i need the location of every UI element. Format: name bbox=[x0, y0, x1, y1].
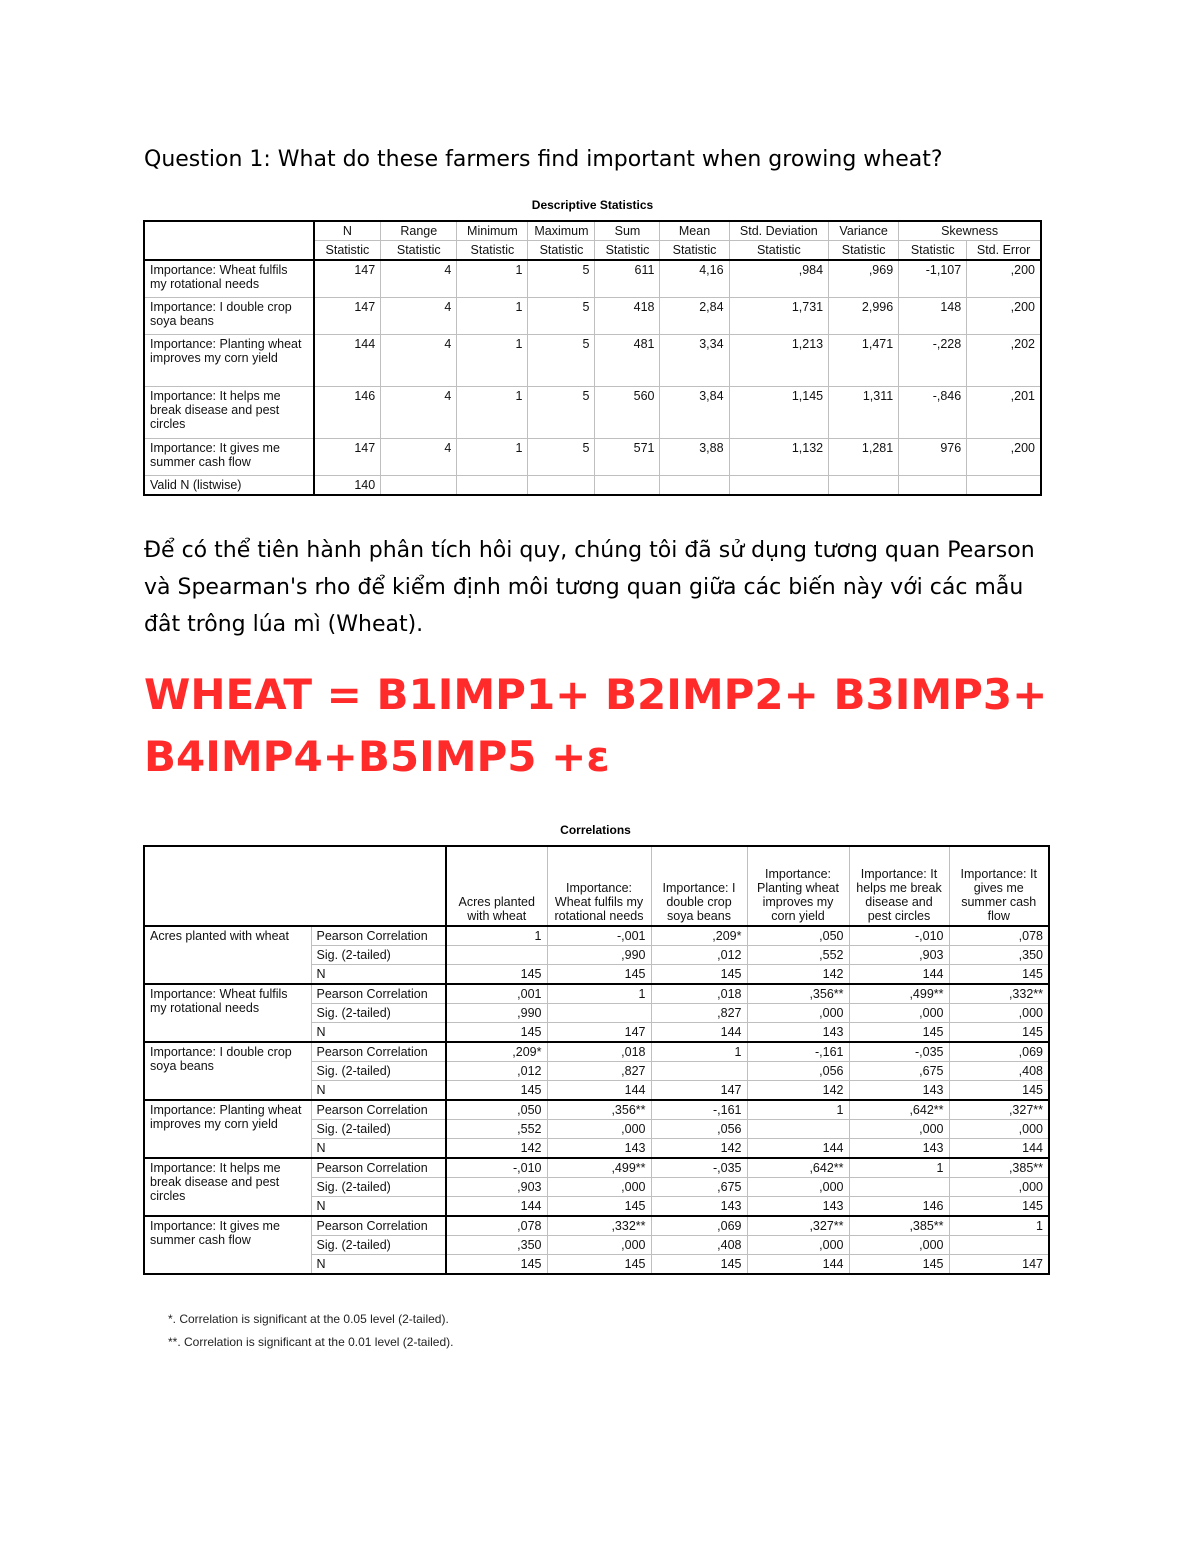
question-heading: Question 1: What do these farmers find important when growing wheat? bbox=[144, 147, 943, 172]
descriptive-statistics-table bbox=[143, 220, 1042, 496]
corr-value-cell: ,675 bbox=[849, 1062, 949, 1081]
desc-value-cell: 3,34 bbox=[660, 334, 729, 386]
desc-subheader: Statistic bbox=[457, 241, 528, 261]
corr-value-cell: -,010 bbox=[446, 1158, 547, 1178]
corr-value-cell: 145 bbox=[651, 1255, 747, 1275]
corr-value-cell: ,000 bbox=[949, 1120, 1049, 1139]
corr-value-cell: ,000 bbox=[849, 1236, 949, 1255]
corr-value-cell: ,069 bbox=[949, 1042, 1049, 1062]
corr-value-cell: ,827 bbox=[651, 1004, 747, 1023]
corr-corner-cell bbox=[144, 846, 446, 926]
desc-empty-cell bbox=[829, 475, 899, 495]
corr-value-cell: 145 bbox=[547, 1255, 651, 1275]
desc-subheader: Statistic bbox=[899, 241, 967, 261]
corr-value-cell: 145 bbox=[949, 1081, 1049, 1101]
desc-value-cell: 4 bbox=[381, 297, 457, 334]
table-row bbox=[144, 1216, 1049, 1236]
corr-value-cell: 145 bbox=[547, 1197, 651, 1217]
desc-value-cell: ,969 bbox=[829, 260, 899, 297]
corr-value-cell: ,012 bbox=[446, 1062, 547, 1081]
table-row bbox=[144, 926, 1049, 946]
desc-value-cell: 1 bbox=[457, 260, 528, 297]
corr-value-cell: 146 bbox=[849, 1197, 949, 1217]
corr-stat-label: Sig. (2-tailed) bbox=[311, 1120, 446, 1139]
corr-value-cell: 144 bbox=[849, 965, 949, 985]
corr-value-cell: 143 bbox=[547, 1139, 651, 1159]
desc-value-cell: 976 bbox=[899, 438, 967, 475]
corr-column-header: Importance: Planting wheat improves my corn yield bbox=[747, 846, 849, 926]
corr-value-cell: ,903 bbox=[849, 946, 949, 965]
corr-value-cell: 1 bbox=[949, 1216, 1049, 1236]
corr-value-cell: ,552 bbox=[747, 946, 849, 965]
corr-row-label: Importance: It helps me break disease and pest circles bbox=[144, 1158, 311, 1216]
corr-value-cell: ,050 bbox=[446, 1100, 547, 1120]
corr-value-cell: 144 bbox=[747, 1255, 849, 1275]
corr-value-cell: 145 bbox=[547, 965, 651, 985]
desc-empty-cell bbox=[729, 475, 829, 495]
desc-value-cell: 146 bbox=[314, 386, 381, 438]
corr-value-cell: ,078 bbox=[446, 1216, 547, 1236]
corr-value-cell: ,069 bbox=[651, 1216, 747, 1236]
corr-column-header: Importance: It helps me break disease and pest circles bbox=[849, 846, 949, 926]
table-row bbox=[144, 334, 1041, 386]
corr-value-cell: ,000 bbox=[547, 1120, 651, 1139]
desc-empty-cell bbox=[660, 475, 729, 495]
corr-value-cell: ,018 bbox=[651, 984, 747, 1004]
corr-value-cell: ,078 bbox=[949, 926, 1049, 946]
desc-value-cell: 5 bbox=[528, 386, 595, 438]
desc-value-cell: 1,145 bbox=[729, 386, 829, 438]
corr-value-cell bbox=[849, 1178, 949, 1197]
corr-value-cell: ,903 bbox=[446, 1178, 547, 1197]
table-row bbox=[144, 1042, 1049, 1062]
desc-empty-cell bbox=[457, 475, 528, 495]
desc-value-cell: -,846 bbox=[899, 386, 967, 438]
corr-value-cell: ,000 bbox=[849, 1120, 949, 1139]
desc-value-cell: ,200 bbox=[967, 297, 1041, 334]
desc-value-cell: ,200 bbox=[967, 438, 1041, 475]
corr-value-cell: ,332** bbox=[949, 984, 1049, 1004]
desc-value-cell: 4 bbox=[381, 334, 457, 386]
corr-value-cell: 142 bbox=[747, 1081, 849, 1101]
corr-value-cell: 145 bbox=[651, 965, 747, 985]
desc-empty-cell bbox=[899, 475, 967, 495]
desc-value-cell: 2,84 bbox=[660, 297, 729, 334]
equation-line-2: B4IMP4+B5IMP5 +ε bbox=[144, 732, 610, 781]
corr-value-cell: 145 bbox=[446, 1255, 547, 1275]
desc-value-cell: 571 bbox=[595, 438, 660, 475]
desc-value-cell: 1,213 bbox=[729, 334, 829, 386]
corr-value-cell: ,675 bbox=[651, 1178, 747, 1197]
corr-stat-label: Sig. (2-tailed) bbox=[311, 1236, 446, 1255]
corr-column-header: Importance: Wheat fulfils my rotational needs bbox=[547, 846, 651, 926]
corr-value-cell: 142 bbox=[651, 1139, 747, 1159]
corr-stat-label: Sig. (2-tailed) bbox=[311, 1178, 446, 1197]
desc-value-cell: 1 bbox=[457, 297, 528, 334]
desc-empty-cell bbox=[595, 475, 660, 495]
equation-line-1: WHEAT = B1IMP1+ B2IMP2+ B3IMP3+ bbox=[144, 670, 1048, 719]
desc-value-cell: 418 bbox=[595, 297, 660, 334]
corr-value-cell: ,350 bbox=[949, 946, 1049, 965]
desc-subheader: Statistic bbox=[829, 241, 899, 261]
desc-value-cell: 1 bbox=[457, 438, 528, 475]
desc-column-header: Std. Deviation bbox=[729, 221, 829, 241]
desc-value-cell: 147 bbox=[314, 438, 381, 475]
corr-row-label: Acres planted with wheat bbox=[144, 926, 311, 984]
desc-subheader: Statistic bbox=[729, 241, 829, 261]
desc-subheader: Statistic bbox=[528, 241, 595, 261]
desc-value-cell: ,202 bbox=[967, 334, 1041, 386]
corr-stat-label: Sig. (2-tailed) bbox=[311, 1004, 446, 1023]
table-row bbox=[144, 1158, 1049, 1178]
desc-value-cell: 1,132 bbox=[729, 438, 829, 475]
corr-value-cell: 144 bbox=[446, 1197, 547, 1217]
desc-value-cell: 2,996 bbox=[829, 297, 899, 334]
desc-subheader: Statistic bbox=[660, 241, 729, 261]
desc-subheader: Statistic bbox=[314, 241, 381, 261]
desc-value-cell: ,200 bbox=[967, 260, 1041, 297]
corr-value-cell: ,056 bbox=[651, 1120, 747, 1139]
corr-stat-label: Pearson Correlation bbox=[311, 1042, 446, 1062]
corr-value-cell: ,356** bbox=[747, 984, 849, 1004]
corr-value-cell: ,000 bbox=[547, 1236, 651, 1255]
corr-column-header: Acres planted with wheat bbox=[446, 846, 547, 926]
corr-value-cell: -,035 bbox=[651, 1158, 747, 1178]
desc-row-label: Importance: Wheat fulfils my rotational needs bbox=[144, 260, 314, 297]
corr-stat-label: Sig. (2-tailed) bbox=[311, 1062, 446, 1081]
corr-value-cell: 145 bbox=[849, 1255, 949, 1275]
corr-value-cell: 147 bbox=[949, 1255, 1049, 1275]
desc-value-cell: 147 bbox=[314, 260, 381, 297]
corr-value-cell: ,000 bbox=[747, 1178, 849, 1197]
desc-value-cell: 5 bbox=[528, 260, 595, 297]
corr-value-cell: 147 bbox=[547, 1023, 651, 1043]
corr-stat-label: Pearson Correlation bbox=[311, 926, 446, 946]
desc-value-cell: ,201 bbox=[967, 386, 1041, 438]
table-row bbox=[144, 984, 1049, 1004]
desc-value-cell: 1 bbox=[457, 386, 528, 438]
corr-value-cell: 143 bbox=[849, 1139, 949, 1159]
corr-value-cell: ,332** bbox=[547, 1216, 651, 1236]
desc-value-cell: 148 bbox=[899, 297, 967, 334]
corr-value-cell: 1 bbox=[849, 1158, 949, 1178]
desc-value-cell: 4 bbox=[381, 386, 457, 438]
corr-value-cell: 1 bbox=[651, 1042, 747, 1062]
desc-value-cell: 5 bbox=[528, 334, 595, 386]
corr-value-cell: ,827 bbox=[547, 1062, 651, 1081]
corr-value-cell: 145 bbox=[949, 1023, 1049, 1043]
corr-column-header: Importance: I double crop soya beans bbox=[651, 846, 747, 926]
table-row bbox=[144, 386, 1041, 438]
corr-value-cell: 142 bbox=[747, 965, 849, 985]
corr-value-cell bbox=[651, 1062, 747, 1081]
desc-value-cell: -1,107 bbox=[899, 260, 967, 297]
desc-column-header: Mean bbox=[660, 221, 729, 241]
desc-subheader: Statistic bbox=[595, 241, 660, 261]
corr-stat-label: N bbox=[311, 1197, 446, 1217]
desc-value-cell: ,984 bbox=[729, 260, 829, 297]
desc-row-label: Importance: Planting wheat improves my corn yield bbox=[144, 334, 314, 386]
desc-empty-cell bbox=[381, 475, 457, 495]
corr-value-cell: ,327** bbox=[949, 1100, 1049, 1120]
desc-value-cell: 3,84 bbox=[660, 386, 729, 438]
corr-value-cell: ,385** bbox=[949, 1158, 1049, 1178]
corr-stat-label: Sig. (2-tailed) bbox=[311, 946, 446, 965]
corr-value-cell: ,642** bbox=[849, 1100, 949, 1120]
corr-stat-label: N bbox=[311, 1255, 446, 1275]
desc-value-cell: 144 bbox=[314, 334, 381, 386]
corr-value-cell: -,010 bbox=[849, 926, 949, 946]
corr-column-header: Importance: It gives me summer cash flow bbox=[949, 846, 1049, 926]
desc-value-cell: 1 bbox=[457, 334, 528, 386]
table-row bbox=[144, 260, 1041, 297]
corr-row-label: Importance: It gives me summer cash flow bbox=[144, 1216, 311, 1274]
regression-equation bbox=[144, 664, 1084, 788]
corr-value-cell bbox=[547, 1004, 651, 1023]
corr-value-cell: ,012 bbox=[651, 946, 747, 965]
corr-stat-label: Pearson Correlation bbox=[311, 1100, 446, 1120]
desc-value-cell: 4 bbox=[381, 260, 457, 297]
corr-value-cell: ,642** bbox=[747, 1158, 849, 1178]
corr-value-cell: 143 bbox=[849, 1081, 949, 1101]
corr-value-cell: -,035 bbox=[849, 1042, 949, 1062]
desc-value-cell: 481 bbox=[595, 334, 660, 386]
corr-value-cell: ,385** bbox=[849, 1216, 949, 1236]
desc-column-header: Maximum bbox=[528, 221, 595, 241]
correlations-table-title: Correlations bbox=[560, 823, 631, 837]
descriptive-table-title: Descriptive Statistics bbox=[531, 198, 654, 212]
desc-value-cell: 3,88 bbox=[660, 438, 729, 475]
corr-value-cell: ,000 bbox=[949, 1178, 1049, 1197]
desc-row-label: Importance: It gives me summer cash flow bbox=[144, 438, 314, 475]
corr-value-cell: ,000 bbox=[949, 1004, 1049, 1023]
desc-value-cell: 560 bbox=[595, 386, 660, 438]
corr-value-cell: ,018 bbox=[547, 1042, 651, 1062]
table-row bbox=[144, 475, 1041, 495]
desc-row-label: Importance: It helps me break disease and pest circles bbox=[144, 386, 314, 438]
corr-value-cell: 143 bbox=[747, 1023, 849, 1043]
corr-value-cell: ,001 bbox=[446, 984, 547, 1004]
corr-value-cell: ,408 bbox=[651, 1236, 747, 1255]
corr-value-cell: 145 bbox=[446, 965, 547, 985]
corr-value-cell: ,356** bbox=[547, 1100, 651, 1120]
table-row bbox=[144, 438, 1041, 475]
desc-column-header: Skewness bbox=[899, 221, 1041, 241]
corr-value-cell: ,000 bbox=[547, 1178, 651, 1197]
corr-stat-label: N bbox=[311, 965, 446, 985]
desc-column-header: Sum bbox=[595, 221, 660, 241]
corr-value-cell: ,552 bbox=[446, 1120, 547, 1139]
correlations-table bbox=[143, 845, 1050, 1275]
desc-value-cell: 4 bbox=[381, 438, 457, 475]
desc-empty-cell bbox=[528, 475, 595, 495]
desc-column-header: Variance bbox=[829, 221, 899, 241]
corr-row-label: Importance: I double crop soya beans bbox=[144, 1042, 311, 1100]
desc-value-cell: 1,311 bbox=[829, 386, 899, 438]
desc-value-cell: 5 bbox=[528, 297, 595, 334]
corr-value-cell: ,000 bbox=[747, 1004, 849, 1023]
corr-value-cell: -,161 bbox=[747, 1042, 849, 1062]
table-row bbox=[144, 297, 1041, 334]
corr-value-cell: ,499** bbox=[547, 1158, 651, 1178]
vietnamese-paragraph: Để có thể tiên hành phân tích hôi quy, chúng tôi đã sử dụng tương quan Pearson và Spearman's rho để kiểm định môi tương quan giữa các biến này với các mẫu đât trông lúa mì (Wheat). bbox=[144, 538, 1035, 637]
corr-value-cell: 142 bbox=[446, 1139, 547, 1159]
corr-value-cell: 144 bbox=[747, 1139, 849, 1159]
desc-value-cell: -,228 bbox=[899, 334, 967, 386]
desc-corner-cell bbox=[144, 221, 314, 260]
desc-column-header: N bbox=[314, 221, 381, 241]
corr-value-cell: ,990 bbox=[547, 946, 651, 965]
corr-value-cell: ,499** bbox=[849, 984, 949, 1004]
corr-stat-label: N bbox=[311, 1139, 446, 1159]
corr-row-label: Importance: Planting wheat improves my corn yield bbox=[144, 1100, 311, 1158]
table-row bbox=[144, 1100, 1049, 1120]
corr-value-cell: ,990 bbox=[446, 1004, 547, 1023]
corr-value-cell: 144 bbox=[651, 1023, 747, 1043]
desc-value-cell: 147 bbox=[314, 297, 381, 334]
corr-value-cell: ,209* bbox=[446, 1042, 547, 1062]
corr-value-cell: 1 bbox=[446, 926, 547, 946]
corr-value-cell: 145 bbox=[949, 1197, 1049, 1217]
corr-value-cell: ,350 bbox=[446, 1236, 547, 1255]
desc-value-cell: 5 bbox=[528, 438, 595, 475]
corr-value-cell: 1 bbox=[547, 984, 651, 1004]
corr-value-cell: ,408 bbox=[949, 1062, 1049, 1081]
footnote-significance-005: *. Correlation is significant at the 0.05 level (2-tailed). bbox=[168, 1312, 449, 1326]
desc-valid-n-label: Valid N (listwise) bbox=[144, 475, 314, 495]
corr-value-cell: 1 bbox=[747, 1100, 849, 1120]
corr-value-cell: 145 bbox=[849, 1023, 949, 1043]
corr-value-cell: 143 bbox=[651, 1197, 747, 1217]
corr-row-label: Importance: Wheat fulfils my rotational needs bbox=[144, 984, 311, 1042]
desc-value-cell: 4,16 bbox=[660, 260, 729, 297]
desc-value-cell: 611 bbox=[595, 260, 660, 297]
corr-value-cell: -,001 bbox=[547, 926, 651, 946]
corr-value-cell: ,050 bbox=[747, 926, 849, 946]
corr-value-cell: 144 bbox=[547, 1081, 651, 1101]
corr-value-cell bbox=[747, 1120, 849, 1139]
corr-value-cell: ,056 bbox=[747, 1062, 849, 1081]
corr-stat-label: Pearson Correlation bbox=[311, 1158, 446, 1178]
desc-subheader: Statistic bbox=[381, 241, 457, 261]
corr-stat-label: Pearson Correlation bbox=[311, 984, 446, 1004]
corr-value-cell: ,000 bbox=[747, 1236, 849, 1255]
corr-stat-label: N bbox=[311, 1081, 446, 1101]
desc-subheader: Std. Error bbox=[967, 241, 1041, 261]
corr-value-cell: -,161 bbox=[651, 1100, 747, 1120]
corr-value-cell: 145 bbox=[446, 1081, 547, 1101]
desc-value-cell: 1,731 bbox=[729, 297, 829, 334]
desc-valid-n-value: 140 bbox=[314, 475, 381, 495]
desc-value-cell: 1,471 bbox=[829, 334, 899, 386]
corr-value-cell: 143 bbox=[747, 1197, 849, 1217]
corr-value-cell: 145 bbox=[446, 1023, 547, 1043]
corr-stat-label: N bbox=[311, 1023, 446, 1043]
corr-value-cell: ,000 bbox=[849, 1004, 949, 1023]
corr-value-cell: 147 bbox=[651, 1081, 747, 1101]
desc-column-header: Range bbox=[381, 221, 457, 241]
desc-value-cell: 1,281 bbox=[829, 438, 899, 475]
corr-value-cell bbox=[446, 946, 547, 965]
desc-row-label: Importance: I double crop soya beans bbox=[144, 297, 314, 334]
desc-empty-cell bbox=[967, 475, 1041, 495]
corr-value-cell bbox=[949, 1236, 1049, 1255]
corr-value-cell: 144 bbox=[949, 1139, 1049, 1159]
corr-stat-label: Pearson Correlation bbox=[311, 1216, 446, 1236]
desc-column-header: Minimum bbox=[457, 221, 528, 241]
corr-value-cell: ,209* bbox=[651, 926, 747, 946]
corr-value-cell: 145 bbox=[949, 965, 1049, 985]
footnote-significance-001: **. Correlation is significant at the 0.01 level (2-tailed). bbox=[168, 1335, 454, 1349]
corr-value-cell: ,327** bbox=[747, 1216, 849, 1236]
